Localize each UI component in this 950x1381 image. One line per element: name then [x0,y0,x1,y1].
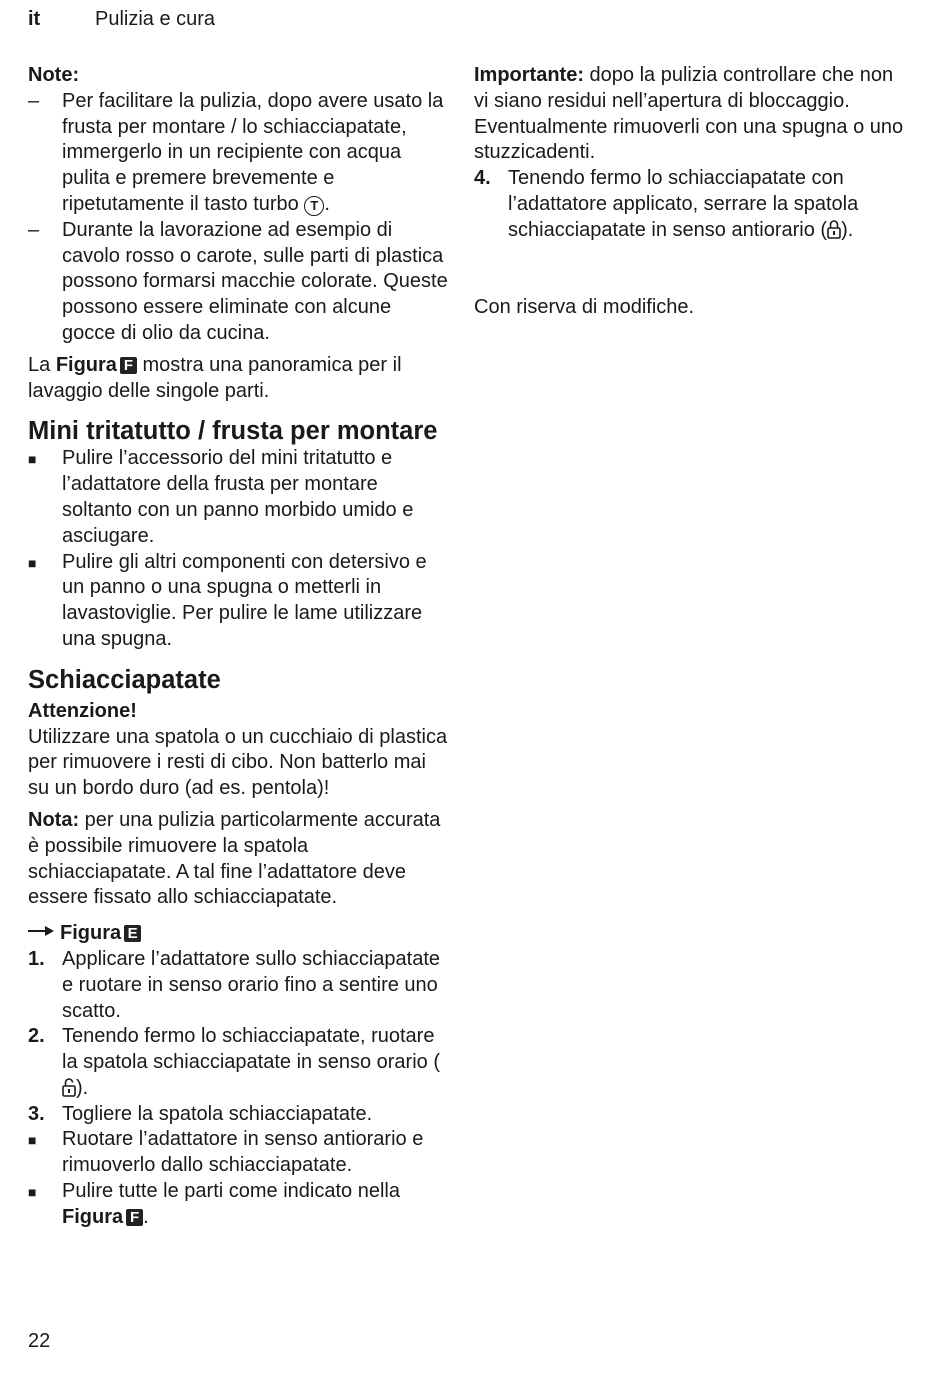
note-label: Note: [28,64,80,86]
step-item: 1. Applicare l’adattatore sullo schiacciapatate e ruotare in senso orario fino a sentire uno scatto. [28,947,440,1022]
unlock-icon [62,1077,76,1097]
list-item: ■ Pulire l’accessorio del mini tritatutto e l’adattatore della frusta per montare soltanto con un panno morbido umido e asciugare. [28,447,414,547]
square-bullet-icon: ■ [28,1184,37,1201]
lock-icon [827,219,841,239]
step-item: 2. Tenendo fermo lo schiacciapatate, ruotare la spatola schiacciapatate in senso orario (). [28,1025,440,1099]
square-bullet-icon: ■ [28,451,37,468]
note-item [28,218,448,347]
step-item: 4. Tenendo fermo lo schiacciapatate con l’adattatore applicato, serrare la spatola schiacciapatate in senso antiorario ( ). [474,167,859,241]
square-bullet-icon: ■ [28,1132,37,1149]
arrow-right-icon [28,925,54,937]
page-header [28,6,215,32]
step-number: 2. [28,1025,45,1048]
importante-label: Importante: [474,64,584,86]
list-item: ■ Pulire tutte le parti come indicato nella Figura F . [28,1180,400,1228]
note-item: – Per facilitare la pulizia, dopo avere usato la frusta per montare / lo schiacciapatate, immergerlo in un recipiente con acqua pulita e premere brevemente e ripetutamente il tasto turbo T . [28,89,444,215]
figure-e-reference: Figura E [28,921,448,947]
section-title: Pulizia e cura [95,8,216,30]
step-number: 3. [28,1102,45,1125]
figure-label: Figura [55,353,117,376]
turbo-symbol-icon: T [304,196,324,216]
step-number: 1. [28,947,45,970]
left-column [28,63,448,1231]
figure-f-badge: F [126,1209,143,1226]
note-text: Durante la lavorazione ad esempio di cavolo rosso o carote, sulle parti di plastica possono formarsi macchie colorate. Queste possono essere eliminate con alcune gocce di olio da cucina. [62,218,448,344]
section-heading-mini-tritatutto: Mini tritatutto / frusta per montare [28,417,438,446]
list-item: ■ Pulire gli altri componenti con detersivo e un panno o una spugna o metterli in lavastoviglie. Per pulire le lame utilizzare una spugna. [28,550,427,650]
right-column [474,63,904,320]
reserve-note: Con riserva di modifiche. [474,295,695,318]
nota-label: Nota: [28,808,80,831]
dash-marker: – [28,89,40,112]
figure-f-badge: F [120,357,137,374]
square-bullet-icon: ■ [28,554,37,571]
language-code: it [28,8,41,30]
note-text: Per facilitare la pulizia, dopo avere usato la frusta per montare / lo schiacciapatate, immergerlo in un recipiente con acqua pulita e premere brevemente e ripetutamente il tasto turbo [62,89,444,215]
attention-label: Attenzione! [28,699,137,722]
figure-e-badge: E [124,925,141,942]
attention-text: Utilizzare una spatola o un cucchiaio di plastica per rimuovere i resti di cibo. Non batterlo mai su un bordo duro (ad es. pentola)! [28,725,448,800]
figure-label: Figura [62,1205,124,1228]
step-item: 3. Togliere la spatola schiacciapatate. [28,1102,448,1128]
importante-paragraph: Importante: dopo la pulizia controllare che non vi siano residui nell’apertura di bloccaggio. Eventualmente rimuoverli con una spugna o uno stuzzicadenti. [474,64,904,164]
step-number: 4. [474,167,491,190]
page-number: 22 [28,1330,51,1352]
list-item: ■ Ruotare l’adattatore in senso antiorario e rimuoverlo dallo schiacciapatate. [28,1128,424,1177]
section-heading-schiacciapatate: Schiacciapatate [28,665,221,694]
nota-paragraph: Nota: per una pulizia particolarmente accurata è possibile rimuovere la spatola schiacciapatate. A tal fine l’adattatore deve essere fissato allo schiacciapatate. [28,808,441,909]
figure-overview-paragraph: La Figura F mostra una panoramica per il lavaggio delle singole parti. [28,353,402,402]
dash-marker: – [28,218,40,241]
